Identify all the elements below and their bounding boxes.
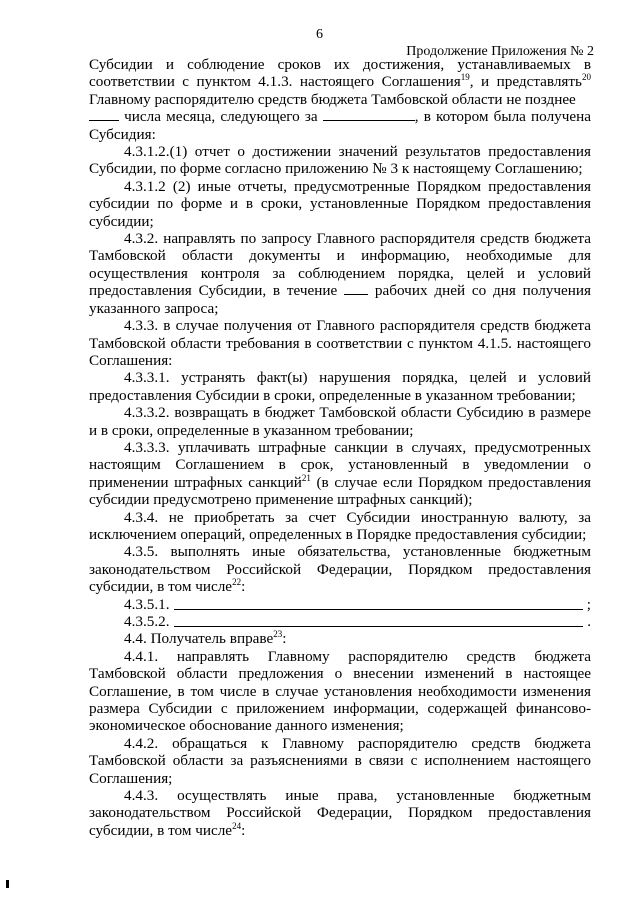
paragraph-4-3-1-2-2: 4.3.1.2 (2) иные отчеты, предусмотренные Порядком предоставления субсидии по форме и в сроки, установленные Порядком предоставления субсидии;	[89, 177, 591, 230]
paragraph-4-4: 4.4. Получатель вправе$^{23}$:	[124, 629, 287, 648]
footnote-ref: 23	[273, 629, 283, 640]
paragraph-4-3-3-1: 4.3.3.1. устранять факт(ы) нарушения порядка, целей и условий предоставления Субсидии в сроки, определенные в указанном требовании;	[89, 369, 591, 404]
blank-field	[89, 108, 119, 121]
paragraph-4-4-1: 4.4.1. направлять Главному распорядителю средств бюджета Тамбовской области предложения о внесении изменений в настоящее Соглашение, в том числе в случае установления необходимости изменения размера Субсидии с приложением информации, содержащей финансово-экономическое обоснование данного изменения;	[89, 647, 591, 735]
page-number: 6	[316, 27, 323, 42]
paragraph-4-3-3: 4.3.3. в случае получения от Главного распорядителя средств бюджета Тамбовской области требования в соответствии с пунктом 4.1.5. настоящего Соглашения:	[89, 317, 591, 369]
paragraph-4-3-2: 4.3.2. направлять по запросу Главного распорядителя средств бюджета Тамбовской области документы и информацию, необходимые для осуществления контроля за соблюдением порядка, целей и условий предоставления Субсидии, в течение рабочих дней со дня получения указанного запроса;	[89, 230, 591, 317]
scan-mark	[6, 880, 9, 888]
paragraph-4-3-5-1: 4.3.5.1. ;	[124, 595, 591, 613]
continuation-header: Продолжение Приложения № 2	[406, 44, 594, 59]
paragraph-4-3-5: 4.3.5. выполнять иные обязательства, установленные бюджетным законодательством Российской Федерации, Порядком предоставления субсидии, в том числе$^{22}$:	[89, 543, 591, 596]
paragraph-4-4-3: 4.4.3. осуществлять иные права, установленные бюджетным законодательством Российской Федерации, Порядком предоставления субсидии, в том числе$^{24}$:	[89, 787, 591, 839]
paragraph-4-4-2: 4.4.2. обращаться к Главному распорядителю средств бюджета Тамбовской области за разъяснениями в связи с исполнением настоящего Соглашения;	[89, 734, 591, 787]
paragraph-4-3-5-2: 4.3.5.2. .	[124, 613, 591, 630]
paragraph-4-3-1-2-1: 4.3.1.2.(1) отчет о достижении значений результатов предоставления Субсидии, по форме согласно приложению № 3 к настоящему Соглашению;	[89, 143, 591, 178]
paragraph-intro: Субсидии и соблюдение сроков их достижения, устанавливаемых в соответствии с пунктом 4.1.3. настоящего Соглашения$^{19}$, и представлять$^{20}$ Главному распорядителю средств бюджета Тамбовской области не позднее числа месяца, следующего за , в котором была получена Субсидия:	[89, 56, 591, 143]
footnote-ref: 22	[232, 577, 242, 588]
document-body	[89, 56, 591, 839]
footnote-ref: 21	[301, 472, 311, 483]
footnote-ref: 19	[460, 72, 470, 83]
blank-line	[174, 626, 584, 627]
paragraph-4-3-4: 4.3.4. не приобретать за счет Субсидии иностранную валюту, за исключением операций, определенных в Порядке предоставления субсидии;	[89, 508, 591, 543]
paragraph-4-3-3-3: 4.3.3.3. уплачивать штрафные санкции в случаях, предусмотренных настоящим Соглашением в срок, установленный в уведомлении о применении штрафных санкций$^{21}$ (в случае если Порядком предоставления субсидии предусмотрено применение штрафных санкций);	[89, 438, 591, 509]
paragraph-4-3-3-2: 4.3.3.2. возвращать в бюджет Тамбовской области Субсидию в размере и в сроки, определенные в указанном требовании;	[89, 404, 591, 439]
footnote-ref: 20	[582, 72, 591, 83]
blank-line	[174, 609, 583, 610]
blank-field	[344, 282, 368, 295]
footnote-ref: 24	[232, 820, 242, 831]
blank-field	[323, 108, 415, 121]
